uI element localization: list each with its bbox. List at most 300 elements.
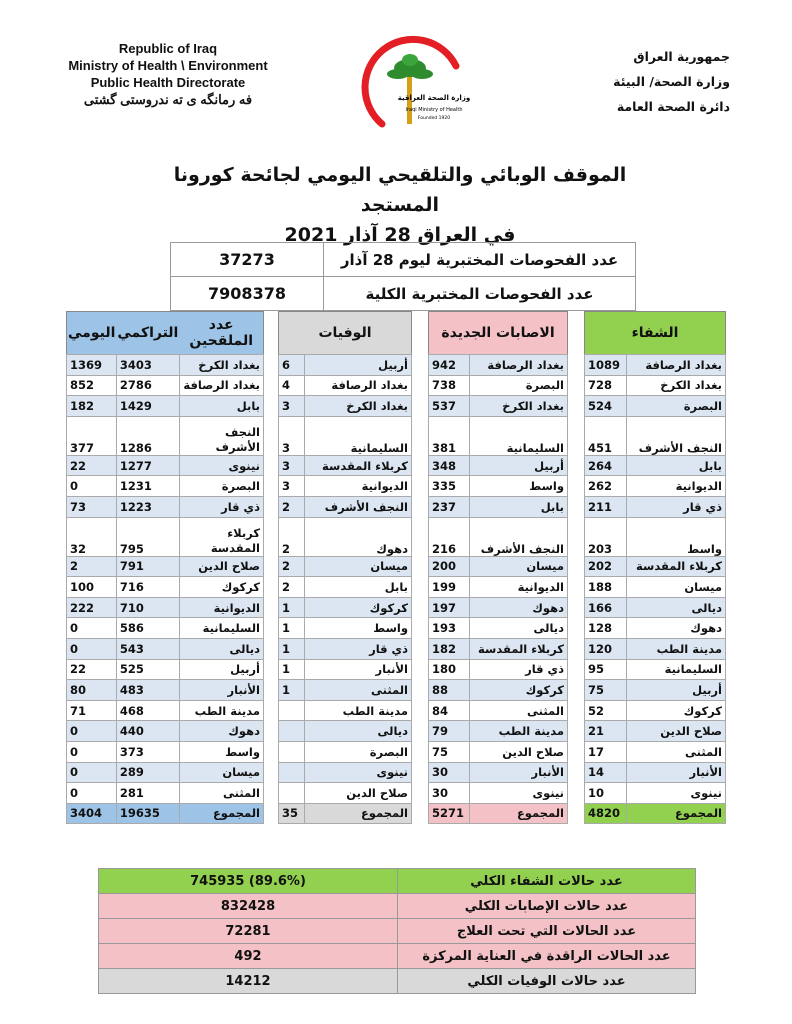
cases-count: 237 [429, 496, 470, 517]
vaccination-governorate: أربيل [179, 659, 263, 680]
logo-text-founded: Founded 1920 [417, 116, 451, 121]
cases-row [429, 597, 568, 618]
deaths-count: 3 [279, 476, 305, 497]
vaccination-daily: 0 [67, 783, 117, 804]
cases-governorate: كركوك [470, 680, 568, 701]
recovery-count: 188 [585, 577, 627, 598]
deaths-governorate: كركوك [305, 597, 412, 618]
deaths-row [279, 618, 412, 639]
deaths-governorate: الأنبار [305, 659, 412, 680]
header-arabic [530, 44, 730, 119]
cases-count: 942 [429, 355, 470, 376]
recovery-count: 21 [585, 721, 627, 742]
summary-row [99, 969, 696, 994]
summary-table [98, 868, 696, 994]
vaccination-governorate: مدينة الطب [179, 700, 263, 721]
deaths-governorate: بغداد الكرخ [305, 396, 412, 417]
cases-total-value: 5271 [429, 803, 470, 824]
cases-count: 79 [429, 721, 470, 742]
vaccination-governorate: الديوانية [179, 597, 263, 618]
vaccination-cumulative: 1286 [116, 416, 179, 455]
recovery-governorate: ذي قار [626, 496, 725, 517]
cases-count: 75 [429, 741, 470, 762]
deaths-total-label: المجموع [305, 803, 412, 824]
vaccination-daily: 0 [67, 741, 117, 762]
lab-tests-total-label: عدد الفحوصات المختبرية الكلية [324, 277, 636, 311]
cases-count: 84 [429, 700, 470, 721]
cases-count: 30 [429, 762, 470, 783]
deaths-total-value: 35 [279, 803, 305, 824]
vaccination-row [67, 659, 264, 680]
vaccination-cumulative: 543 [116, 638, 179, 659]
deaths-row [279, 416, 412, 455]
deaths-count: 1 [279, 597, 305, 618]
recovery-count: 52 [585, 700, 627, 721]
deaths-governorate: أربيل [305, 355, 412, 376]
deaths-row [279, 556, 412, 577]
deaths-row [279, 721, 412, 742]
cases-governorate: المثنى [470, 700, 568, 721]
cases-governorate: واسط [470, 476, 568, 497]
vaccination-row [67, 721, 264, 742]
vaccination-total-cumulative: 19635 [116, 803, 179, 824]
recovery-count: 10 [585, 783, 627, 804]
cases-governorate: أربيل [470, 455, 568, 476]
recovery-count: 166 [585, 597, 627, 618]
cases-row [429, 659, 568, 680]
deaths-row [279, 597, 412, 618]
cases-governorate: النجف الأشرف [470, 517, 568, 556]
cases-row [429, 680, 568, 701]
deaths-count: 1 [279, 618, 305, 639]
deaths-count [279, 721, 305, 742]
summary-row [99, 919, 696, 944]
vaccination-row [67, 577, 264, 598]
cases-governorate: بغداد الرصافة [470, 355, 568, 376]
deaths-governorate: بغداد الرصافة [305, 375, 412, 396]
recovery-governorate: المثنى [626, 741, 725, 762]
vaccination-total-daily: 3404 [67, 803, 117, 824]
recovery-governorate: نينوى [626, 783, 725, 804]
header-en-line: Republic of Iraq [118, 41, 218, 56]
vaccination-row [67, 396, 264, 417]
cases-count: 180 [429, 659, 470, 680]
vaccination-daily: 71 [67, 700, 117, 721]
vaccination-name-header: عدد الملقحين [179, 312, 263, 355]
recovery-count: 17 [585, 741, 627, 762]
cases-count: 537 [429, 396, 470, 417]
recovery-row [585, 416, 726, 455]
vaccination-row [67, 556, 264, 577]
vaccination-table [66, 311, 264, 824]
summary-label: عدد الحالات الراقدة في العناية المركزة [398, 944, 696, 969]
cases-governorate: بابل [470, 496, 568, 517]
lab-tests-daily-label: عدد الفحوصات المختبرية ليوم 28 آذار [324, 243, 636, 277]
vaccination-cumulative: 586 [116, 618, 179, 639]
recovery-governorate: كربلاء المقدسة [626, 556, 725, 577]
cases-row [429, 517, 568, 556]
vaccination-cumulative: 1277 [116, 455, 179, 476]
deaths-count: 6 [279, 355, 305, 376]
vaccination-daily: 73 [67, 496, 117, 517]
vaccination-cumulative: 281 [116, 783, 179, 804]
cases-governorate: مدينة الطب [470, 721, 568, 742]
deaths-row [279, 517, 412, 556]
summary-row [99, 894, 696, 919]
vaccination-row [67, 741, 264, 762]
vaccination-cumulative: 791 [116, 556, 179, 577]
vaccination-governorate: نينوى [179, 455, 263, 476]
vaccination-total-row [67, 803, 264, 824]
cases-row [429, 455, 568, 476]
vaccination-daily: 0 [67, 638, 117, 659]
recovery-row [585, 375, 726, 396]
vaccination-row [67, 476, 264, 497]
new-cases-title: الاصابات الجديدة [429, 312, 568, 355]
vaccination-cumulative: 1429 [116, 396, 179, 417]
vaccination-cumulative: 440 [116, 721, 179, 742]
vaccination-daily: 852 [67, 375, 117, 396]
cases-governorate: كربلاء المقدسة [470, 638, 568, 659]
vaccination-governorate: الأنبار [179, 680, 263, 701]
vaccination-daily: 182 [67, 396, 117, 417]
vaccination-governorate: واسط [179, 741, 263, 762]
deaths-count: 2 [279, 517, 305, 556]
cases-row [429, 618, 568, 639]
vaccination-daily: 0 [67, 618, 117, 639]
recovery-row [585, 577, 726, 598]
deaths-governorate: المثنى [305, 680, 412, 701]
cases-count: 88 [429, 680, 470, 701]
deaths-governorate: مدينة الطب [305, 700, 412, 721]
deaths-governorate: صلاح الدين [305, 783, 412, 804]
cases-row [429, 762, 568, 783]
recovery-governorate: السليمانية [626, 659, 725, 680]
summary-label: عدد حالات الوفيات الكلي [398, 969, 696, 994]
recovery-title: الشفاء [585, 312, 726, 355]
header-english [48, 40, 288, 108]
recovery-row [585, 556, 726, 577]
vaccination-governorate: بابل [179, 396, 263, 417]
summary-value: 832428 [99, 894, 398, 919]
vaccination-governorate: كركوك [179, 577, 263, 598]
recovery-row [585, 455, 726, 476]
deaths-governorate: دهوك [305, 517, 412, 556]
cases-row [429, 496, 568, 517]
recovery-row [585, 783, 726, 804]
cases-governorate: ذي قار [470, 659, 568, 680]
header-ar-line: جمهورية العراق [633, 49, 730, 64]
deaths-count [279, 700, 305, 721]
recovery-row [585, 496, 726, 517]
vaccination-daily: 2 [67, 556, 117, 577]
summary-value: 745935 (89.6%) [99, 869, 398, 894]
header-ar-line: دائرة الصحة العامة [616, 99, 730, 114]
deaths-governorate: البصرة [305, 741, 412, 762]
cases-count: 216 [429, 517, 470, 556]
cases-count: 30 [429, 783, 470, 804]
deaths-governorate: ديالى [305, 721, 412, 742]
deaths-governorate: الديوانية [305, 476, 412, 497]
deaths-row [279, 355, 412, 376]
recovery-count: 451 [585, 416, 627, 455]
vaccination-daily: 0 [67, 762, 117, 783]
deaths-row [279, 396, 412, 417]
recovery-governorate: البصرة [626, 396, 725, 417]
vaccination-row [67, 597, 264, 618]
deaths-total-row [279, 803, 412, 824]
vaccination-row [67, 416, 264, 455]
deaths-row [279, 375, 412, 396]
recovery-count: 75 [585, 680, 627, 701]
cases-governorate: الديوانية [470, 577, 568, 598]
cases-governorate: البصرة [470, 375, 568, 396]
vaccination-cumulative: 373 [116, 741, 179, 762]
deaths-governorate: نينوى [305, 762, 412, 783]
deaths-title: الوفيات [279, 312, 412, 355]
cases-total-row [429, 803, 568, 824]
cases-count: 199 [429, 577, 470, 598]
lab-tests-row [171, 243, 636, 277]
cases-governorate: صلاح الدين [470, 741, 568, 762]
deaths-row [279, 455, 412, 476]
vaccination-daily: 22 [67, 455, 117, 476]
vaccination-daily: 32 [67, 517, 117, 556]
recovery-count: 14 [585, 762, 627, 783]
recovery-row [585, 517, 726, 556]
vaccination-governorate: السليمانية [179, 618, 263, 639]
vaccination-daily: 377 [67, 416, 117, 455]
vaccination-daily-header: اليومي [67, 312, 117, 355]
vaccination-row [67, 762, 264, 783]
recovery-row [585, 355, 726, 376]
recovery-row [585, 597, 726, 618]
recovery-governorate: بغداد الرصافة [626, 355, 725, 376]
vaccination-daily: 80 [67, 680, 117, 701]
report-title [150, 160, 650, 250]
vaccination-governorate: ذي قار [179, 496, 263, 517]
header-en-line: Public Health Directorate [90, 75, 246, 90]
vaccination-cumulative: 716 [116, 577, 179, 598]
recovery-row [585, 762, 726, 783]
recovery-governorate: دهوك [626, 618, 725, 639]
recovery-governorate: مدينة الطب [626, 638, 725, 659]
lab-tests-total-value: 7908378 [171, 277, 324, 311]
recovery-governorate: الأنبار [626, 762, 725, 783]
summary-label: عدد الحالات التي تحت العلاج [398, 919, 696, 944]
vaccination-cumulative: 1223 [116, 496, 179, 517]
recovery-count: 202 [585, 556, 627, 577]
deaths-count: 3 [279, 416, 305, 455]
vaccination-cumulative: 2786 [116, 375, 179, 396]
summary-row [99, 869, 696, 894]
cases-row [429, 700, 568, 721]
cases-governorate: بغداد الكرخ [470, 396, 568, 417]
deaths-count: 1 [279, 638, 305, 659]
cases-row [429, 355, 568, 376]
deaths-governorate: واسط [305, 618, 412, 639]
deaths-row [279, 680, 412, 701]
cases-row [429, 638, 568, 659]
header-en-line: Ministry of Health \ Environment [68, 58, 268, 73]
deaths-governorate: كربلاء المقدسة [305, 455, 412, 476]
cases-total-label: المجموع [470, 803, 568, 824]
vaccination-row [67, 455, 264, 476]
vaccination-cumulative: 3403 [116, 355, 179, 376]
summary-label: عدد حالات الإصابات الكلي [398, 894, 696, 919]
vaccination-row [67, 517, 264, 556]
deaths-row [279, 659, 412, 680]
recovery-count: 128 [585, 618, 627, 639]
summary-value: 14212 [99, 969, 398, 994]
lab-tests-table [170, 242, 636, 311]
cases-governorate: دهوك [470, 597, 568, 618]
recovery-row [585, 721, 726, 742]
vaccination-governorate: ميسان [179, 762, 263, 783]
recovery-row [585, 659, 726, 680]
deaths-governorate: السليمانية [305, 416, 412, 455]
recovery-row [585, 741, 726, 762]
vaccination-governorate: بغداد الرصافة [179, 375, 263, 396]
cases-count: 200 [429, 556, 470, 577]
summary-value: 72281 [99, 919, 398, 944]
new-cases-table [428, 311, 568, 824]
deaths-count: 1 [279, 659, 305, 680]
vaccination-daily: 0 [67, 721, 117, 742]
recovery-governorate: أربيل [626, 680, 725, 701]
recovery-governorate: النجف الأشرف [626, 416, 725, 455]
cases-count: 335 [429, 476, 470, 497]
cases-row [429, 577, 568, 598]
recovery-count: 524 [585, 396, 627, 417]
deaths-table [278, 311, 412, 824]
deaths-row [279, 496, 412, 517]
vaccination-governorate: بغداد الكرخ [179, 355, 263, 376]
deaths-count: 2 [279, 496, 305, 517]
palm-tree-icon [387, 54, 433, 124]
logo-text-ar: وزارة الصحة العراقية [397, 94, 471, 102]
recovery-row [585, 618, 726, 639]
deaths-row [279, 741, 412, 762]
deaths-row [279, 762, 412, 783]
cases-count: 381 [429, 416, 470, 455]
recovery-count: 262 [585, 476, 627, 497]
recovery-governorate: واسط [626, 517, 725, 556]
recovery-row [585, 396, 726, 417]
recovery-count: 95 [585, 659, 627, 680]
deaths-governorate: ذي قار [305, 638, 412, 659]
vaccination-cumulative: 289 [116, 762, 179, 783]
recovery-governorate: الديوانية [626, 476, 725, 497]
cases-count: 197 [429, 597, 470, 618]
cases-governorate: السليمانية [470, 416, 568, 455]
vaccination-governorate: ديالى [179, 638, 263, 659]
vaccination-governorate: دهوك [179, 721, 263, 742]
deaths-row [279, 577, 412, 598]
summary-value: 492 [99, 944, 398, 969]
vaccination-cumulative: 710 [116, 597, 179, 618]
vaccination-daily: 1369 [67, 355, 117, 376]
summary-label: عدد حالات الشفاء الكلي [398, 869, 696, 894]
vaccination-cumulative: 1231 [116, 476, 179, 497]
cases-row [429, 721, 568, 742]
cases-count: 738 [429, 375, 470, 396]
deaths-count: 2 [279, 577, 305, 598]
logo-text-en: Iraqi Ministry of Health [405, 107, 463, 113]
recovery-row [585, 476, 726, 497]
vaccination-row [67, 680, 264, 701]
deaths-row [279, 476, 412, 497]
deaths-governorate: النجف الأشرف [305, 496, 412, 517]
vaccination-governorate: صلاح الدين [179, 556, 263, 577]
cases-row [429, 556, 568, 577]
cases-row [429, 416, 568, 455]
deaths-governorate: ميسان [305, 556, 412, 577]
deaths-count [279, 783, 305, 804]
vaccination-governorate: كربلاء المقدسة [179, 517, 263, 556]
recovery-row [585, 638, 726, 659]
header-kurdish-line: فه رمانگه ى ته ندروستى گشتى [83, 92, 253, 107]
vaccination-governorate: البصرة [179, 476, 263, 497]
recovery-total-row [585, 803, 726, 824]
recovery-count: 203 [585, 517, 627, 556]
title-line-1: الموقف الوبائي والتلقيحي اليومي لجائحة كورونا المستجد [173, 164, 627, 216]
cases-row [429, 396, 568, 417]
ministry-logo [352, 28, 472, 146]
recovery-governorate: بغداد الكرخ [626, 375, 725, 396]
vaccination-row [67, 496, 264, 517]
vaccination-cumulative: 468 [116, 700, 179, 721]
recovery-total-value: 4820 [585, 803, 627, 824]
cases-row [429, 476, 568, 497]
recovery-total-label: المجموع [626, 803, 725, 824]
vaccination-cumulative-header: التراكمي [116, 312, 179, 355]
lab-tests-daily-value: 37273 [171, 243, 324, 277]
cases-governorate: ديالى [470, 618, 568, 639]
header-ar-line: وزارة الصحة/ البيئة [613, 74, 730, 89]
deaths-row [279, 638, 412, 659]
cases-governorate: الأنبار [470, 762, 568, 783]
cases-row [429, 375, 568, 396]
recovery-count: 120 [585, 638, 627, 659]
cases-count: 182 [429, 638, 470, 659]
cases-row [429, 741, 568, 762]
vaccination-daily: 22 [67, 659, 117, 680]
cases-governorate: نينوى [470, 783, 568, 804]
deaths-row [279, 700, 412, 721]
vaccination-daily: 222 [67, 597, 117, 618]
recovery-governorate: بابل [626, 455, 725, 476]
recovery-governorate: كركوك [626, 700, 725, 721]
deaths-count [279, 762, 305, 783]
recovery-count: 211 [585, 496, 627, 517]
vaccination-cumulative: 795 [116, 517, 179, 556]
recovery-count: 728 [585, 375, 627, 396]
vaccination-row [67, 638, 264, 659]
vaccination-row [67, 700, 264, 721]
vaccination-total-label: المجموع [179, 803, 263, 824]
vaccination-row [67, 618, 264, 639]
deaths-count [279, 741, 305, 762]
summary-row [99, 944, 696, 969]
deaths-count: 3 [279, 396, 305, 417]
deaths-count: 3 [279, 455, 305, 476]
cases-row [429, 783, 568, 804]
deaths-count: 1 [279, 680, 305, 701]
deaths-row [279, 783, 412, 804]
vaccination-row [67, 355, 264, 376]
recovery-table [584, 311, 726, 824]
